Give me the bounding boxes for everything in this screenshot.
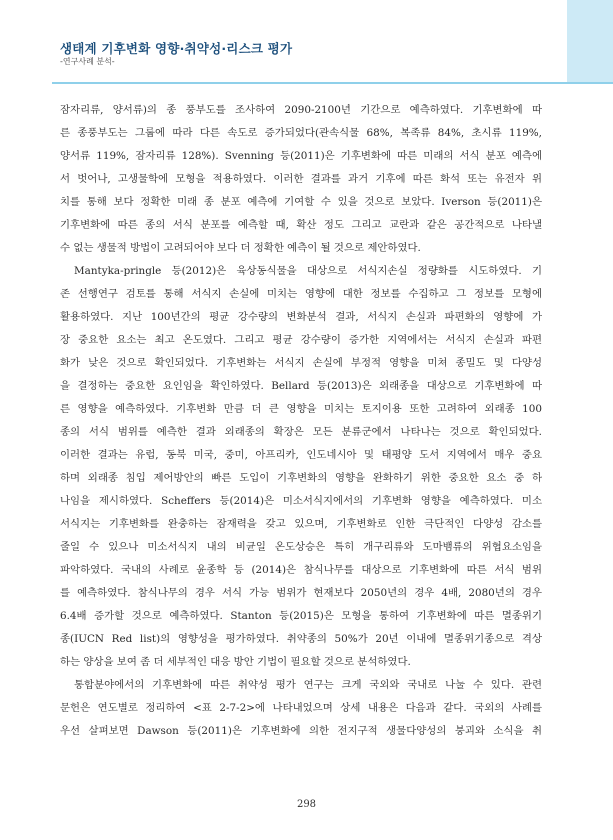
text-line: 을 결정하는 중요한 요인임을 확인하였다. Bellard 등(2013)은 외래종을 대상으로 기후변화에 따 xyxy=(60,380,542,392)
text-line: 존 선행연구 검토를 통해 서식지 손실에 미치는 영향에 대한 정보를 수집하고 그 정보를 모형에 xyxy=(60,288,542,300)
running-header-title: 생태계 기후변화 영향·취약성·리스크 평가 xyxy=(60,41,293,56)
text-line: 장 중요한 요소는 최고 온도였다. 그리고 평균 강수량이 증가한 지역에서는 서식지 손실과 파편 xyxy=(60,334,542,346)
page-number: 298 xyxy=(296,799,317,810)
text-line: 나임을 제시하였다. Scheffers 등(2014)은 미소서식지에서의 기후변화 영향을 예측하였다. 미소 xyxy=(60,495,542,507)
body-text xyxy=(60,99,542,743)
text-line: 파악하였다. 국내의 사례로 윤종학 등 (2014)은 참식나무를 대상으로 기후변화에 따른 서식 범위 xyxy=(60,564,542,576)
text-line: 종의 서식 범위를 예측한 결과 외래종의 확장은 모든 분류군에서 나타나는 것으로 확인되었다. xyxy=(60,426,542,438)
text-line: 치를 통해 보다 정확한 미래 종 분포 예측에 기여할 수 있을 것으로 보았다. Iverson 등(2011)은 xyxy=(60,196,542,208)
text-line: 하며 외래종 침입 제어방안의 빠른 도입이 기후변화의 영향을 완화하기 위한 중요한 요소 중 하 xyxy=(60,472,542,484)
text-line: 화가 낮은 것으로 확인되었다. 기후변화는 서식지 손실에 부정적 영향을 미쳐 종밀도 및 다양성 xyxy=(60,357,542,369)
text-line: 서식지는 기후변화를 완충하는 잠재력을 갖고 있으며, 기후변화로 인한 극단적인 다양성 감소를 xyxy=(60,518,542,530)
header-divider xyxy=(52,82,613,84)
text-line: 줄일 수 있으나 미소서식지 내의 비균일 온도상승은 특히 개구리류와 도마뱀류의 위협요소임을 xyxy=(60,541,542,553)
text-line: 른 영향을 예측하였다. 기후변화 만큼 더 큰 영향을 미치는 토지이용 또한 고려하여 외래종 100 xyxy=(60,403,542,415)
text-line: 기후변화에 따른 종의 서식 분포를 예측할 때, 확산 정도 그리고 교란과 같은 공간적으로 나타낼 xyxy=(60,219,542,231)
paragraph-1 xyxy=(60,99,542,260)
text-line: 우선 살펴보면 Dawson 등(2011)은 기후변화에 의한 전지구적 생물다양성의 붕괴와 소식을 취 xyxy=(60,725,542,737)
running-header xyxy=(0,0,613,92)
text-line: 통합분야에서의 기후변화에 따른 취약성 평가 연구는 크게 국외와 국내로 나눌 수 있다. 관련 xyxy=(74,679,542,691)
text-line: 잠자리류, 양서류)의 종 풍부도를 조사하여 2090-2100년 기간으로 예측하였다. 기후변화에 따 xyxy=(60,104,542,116)
text-line: 를 예측하였다. 참식나무의 경우 서식 가능 범위가 현재보다 2050년의 경우 4배, 2080년의 경우 xyxy=(60,587,542,599)
text-line: 이러한 결과는 유럽, 동북 미국, 중미, 아프리카, 인도네시아 및 태평양 도서 지역에서 매우 중요 xyxy=(60,449,542,461)
text-line: 하는 양상을 보여 좀 더 세부적인 대응 방안 기법이 필요할 것으로 분석하였다. xyxy=(60,656,411,668)
paragraph-3 xyxy=(60,674,542,743)
text-line: 른 종풍부도는 그룹에 따라 다른 속도로 증가되었다(관속식물 68%, 복족류 84%, 초시류 119%, xyxy=(60,127,542,139)
text-line: 문헌은 연도별로 정리하여 <표 2-7-2>에 나타내었으며 상세 내용은 다음과 같다. 국외의 사례를 xyxy=(60,702,542,714)
header-color-tab xyxy=(567,0,613,84)
text-line: 종(IUCN Red list)의 영향성을 평가하였다. 취약종의 50%가 20년 이내에 멸종위기종으로 격상 xyxy=(60,633,542,645)
running-header-subtitle: -연구사례 분석- xyxy=(60,57,115,66)
text-line: 양서류 119%, 잠자리류 128%). Svenning 등(2011)은 기후변화에 따른 미래의 서식 분포 예측에 xyxy=(60,150,542,162)
text-line: Mantyka-pringle 등(2012)은 육상동식물을 대상으로 서식지손실 정량화를 시도하였다. 기 xyxy=(74,265,542,277)
text-line: 수 없는 생물적 방법이 고려되어야 보다 더 정확한 예측이 될 것으로 제안하였다. xyxy=(60,242,421,254)
text-line: 활용하였다. 지난 100년간의 평균 강수량의 변화분석 결과, 서식지 손실과 파편화의 영향에 가 xyxy=(60,311,542,323)
text-line: 서 벗어나, 고생물학에 모형을 적용하였다. 이러한 결과를 과거 기후에 따른 화석 또는 유전자 위 xyxy=(60,173,542,185)
paragraph-2 xyxy=(60,260,542,674)
text-line: 6.4배 증가할 것으로 예측하였다. Stanton 등(2015)은 모형을 통하여 기후변화에 따른 멸종위기 xyxy=(60,610,542,622)
